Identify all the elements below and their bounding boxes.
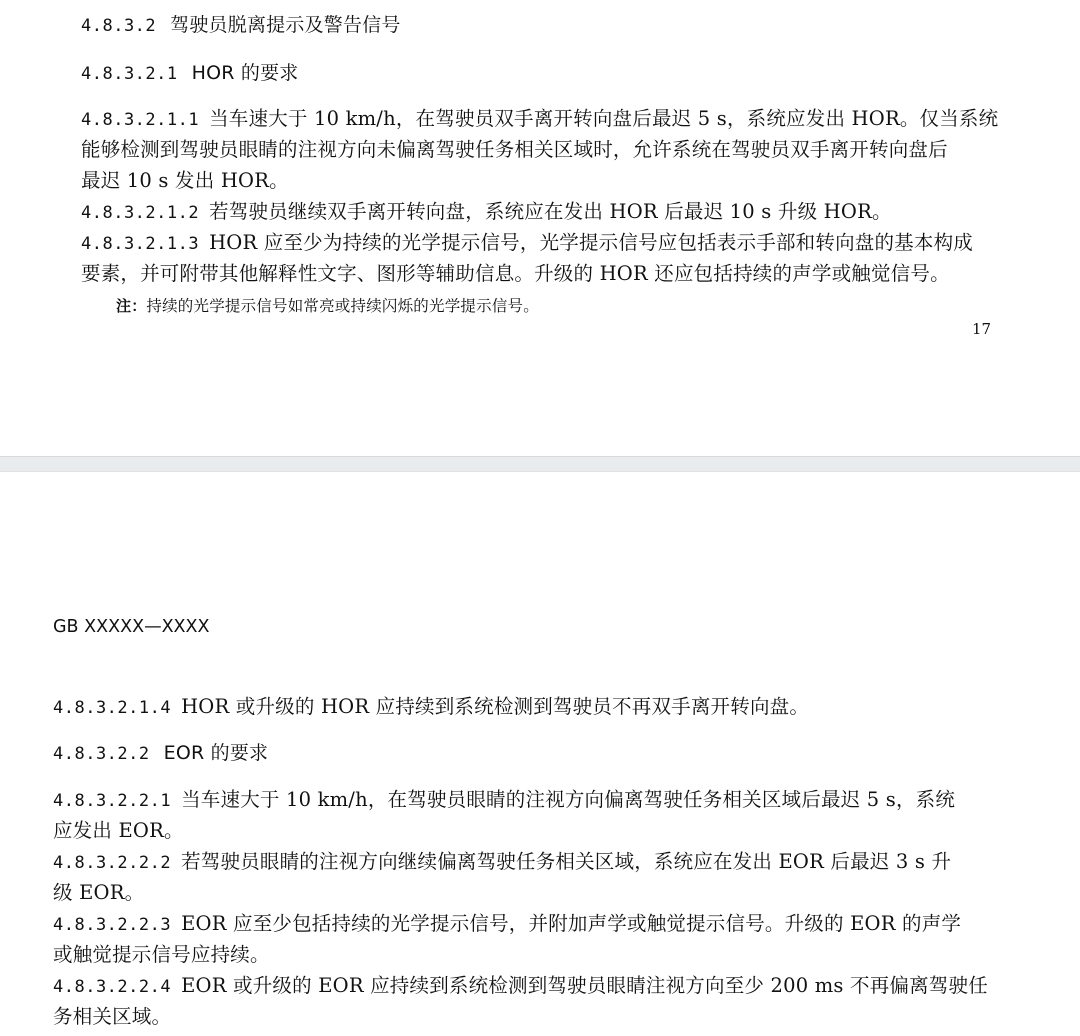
clause-text-line: 若驾驶员继续双手离开转向盘，系统应在发出 HOR 后最迟 10 s 升级 HOR。 xyxy=(209,200,892,223)
clause-4-8-3-2-2-3 xyxy=(53,909,961,940)
clause-text-line: EOR 或升级的 EOR 应持续到系统检测到驾驶员眼睛注视方向至少 200 ms 不再偏离驾驶任 xyxy=(181,974,988,997)
page-number: 17 xyxy=(972,320,992,338)
heading-title: EOR 的要求 xyxy=(163,742,269,764)
clause-text-line: 务相关区域。 xyxy=(53,1005,172,1028)
clause-text-line: EOR 应至少包括持续的光学提示信号，并附加声学或触觉提示信号。升级的 EOR 的声学 xyxy=(181,912,962,935)
note-label: 注： xyxy=(116,297,147,315)
clause-text-line: 级 EOR。 xyxy=(53,881,145,904)
clause-text-line: HOR 或升级的 HOR 应持续到系统检测到驾驶员不再双手离开转向盘。 xyxy=(181,695,810,718)
heading-number: 4.8.3.2 xyxy=(81,16,157,36)
clause-4-8-3-2-1-2 xyxy=(81,197,892,228)
clause-text-line: HOR 应至少为持续的光学提示信号，光学提示信号应包括表示手部和转向盘的基本构成 xyxy=(209,231,973,254)
clause-number: 4.8.3.2.1.1 xyxy=(81,110,200,130)
clause-number: 4.8.3.2.2.2 xyxy=(53,853,172,873)
clause-number: 4.8.3.2.2.4 xyxy=(53,977,172,997)
document-page-17 xyxy=(0,0,1080,456)
clause-4-8-3-2-2-1 xyxy=(53,785,955,816)
section-heading-4-8-3-2-2 xyxy=(53,738,268,769)
clause-text-line: 能够检测到驾驶员眼睛的注视方向未偏离驾驶任务相关区域时，允许系统在驾驶员双手离开转向盘后 xyxy=(81,138,948,161)
clause-text-line: 若驾驶员眼睛的注视方向继续偏离驾驶任务相关区域，系统应在发出 EOR 后最迟 3 s 升 xyxy=(181,850,952,873)
document-id-header: GB XXXXX—XXXX xyxy=(53,617,210,637)
page-separator xyxy=(0,456,1080,472)
clause-text-line: 要素，并可附带其他解释性文字、图形等辅助信息。升级的 HOR 还应包括持续的声学或触觉信号。 xyxy=(81,262,950,285)
clause-number: 4.8.3.2.2.3 xyxy=(53,915,172,935)
heading-number: 4.8.3.2.1 xyxy=(81,64,178,84)
clause-4-8-3-2-1-4 xyxy=(53,692,809,723)
clause-text-line: 最迟 10 s 发出 HOR。 xyxy=(81,169,289,192)
heading-number: 4.8.3.2.2 xyxy=(53,744,150,764)
clause-text-line: 当车速大于 10 km/h，在驾驶员眼睛的注视方向偏离驾驶任务相关区域后最迟 5 s，系统 xyxy=(181,788,956,811)
section-heading-4-8-3-2-1 xyxy=(81,58,299,89)
heading-title: 驾驶员脱离提示及警告信号 xyxy=(170,14,401,36)
clause-number: 4.8.3.2.2.1 xyxy=(53,791,172,811)
clause-number: 4.8.3.2.1.4 xyxy=(53,698,172,718)
clause-number: 4.8.3.2.1.2 xyxy=(81,203,200,223)
clause-4-8-3-2-2-2 xyxy=(53,847,951,878)
note xyxy=(116,291,539,321)
clause-text-line: 应发出 EOR。 xyxy=(53,819,184,842)
document-page-18 xyxy=(0,472,1080,1036)
clause-4-8-3-2-1-1 xyxy=(81,104,998,135)
note-text: 持续的光学提示信号如常亮或持续闪烁的光学提示信号。 xyxy=(146,297,539,315)
clause-4-8-3-2-2-4 xyxy=(53,971,988,1002)
section-heading-4-8-3-2 xyxy=(81,10,401,41)
clause-number: 4.8.3.2.1.3 xyxy=(81,234,200,254)
clause-text-line: 或触觉提示信号应持续。 xyxy=(53,943,270,966)
clause-4-8-3-2-1-3 xyxy=(81,228,973,259)
heading-title: HOR 的要求 xyxy=(191,62,299,84)
clause-text-line: 当车速大于 10 km/h，在驾驶员双手离开转向盘后最迟 5 s，系统应发出 HOR。仅当系统 xyxy=(209,107,999,130)
